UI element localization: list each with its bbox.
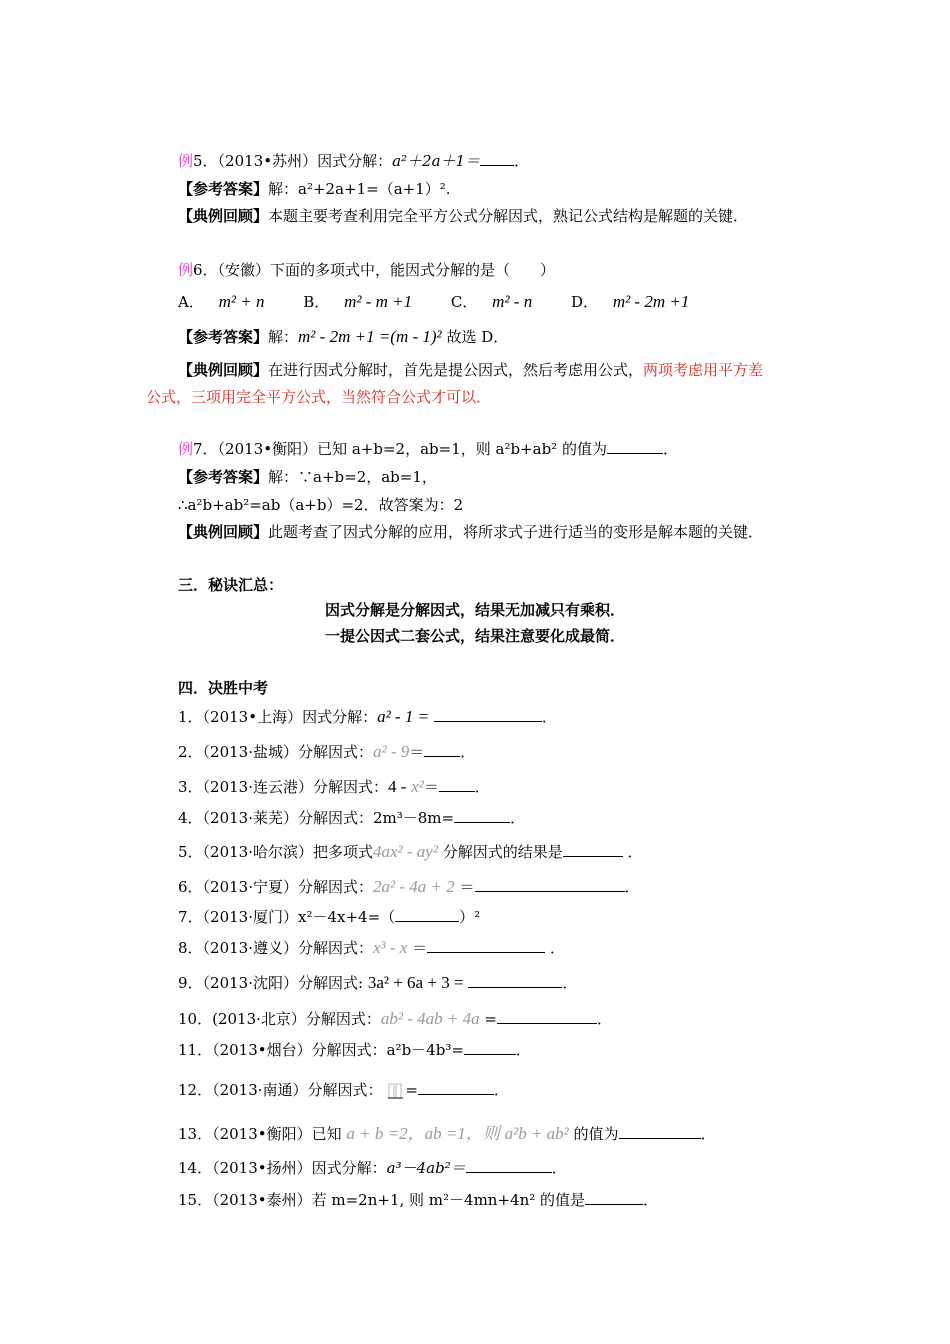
question-2: 2．（2013·盐城）分解因式：a² - 9＝ ． — [178, 742, 476, 761]
answer-blank — [466, 1158, 552, 1173]
question-1: 1．（2013•上海）因式分解：a² - 1 = ． — [178, 707, 557, 726]
answer-blank — [395, 907, 459, 922]
answer-blank — [427, 938, 545, 953]
question-10: 10．(2013·北京）分解因式：ab² - 4ab + 4a = ． — [178, 1009, 612, 1028]
answer-blank — [480, 151, 514, 166]
answer-blank — [497, 1009, 597, 1024]
answer-blank — [585, 1190, 643, 1205]
question-4: 4．（2013·莱芜）分解因式：2m³－8m= ． — [178, 809, 526, 827]
example-5-review: 【典例回顾】本题主要考查利用完全平方公式分解因式，熟记公式结构是解题的关键． — [178, 207, 749, 225]
answer-blank — [468, 973, 562, 988]
example-6-review-cont: 公式，三项用完全平方公式，当然符合公式才可以． — [146, 388, 492, 406]
question-8: 8．（2013·遵义）分解因式：x³ - x ＝ ． — [178, 938, 565, 957]
question-13: 13．（2013•衡阳）已知 a + b =2，ab =1，则 a²b + ab² 的值为 ． — [178, 1124, 716, 1143]
section-4-title: 四．决胜中考 — [178, 679, 269, 697]
question-6: 6．（2013·宁夏）分解因式：2a² - 4a + 2 ＝ ． — [178, 877, 640, 896]
answer-blank — [619, 1124, 701, 1139]
answer-blank — [563, 842, 623, 857]
answer-blank — [439, 777, 475, 792]
section-3-title: 三．秘诀汇总： — [178, 576, 284, 594]
answer-blank — [454, 808, 510, 823]
example-6-options: A． m² + n B． m² - m +1 C． m² - n D． m² - 2m +1 — [178, 292, 690, 311]
question-3: 3．（2013·连云港）分解因式：4 - x²＝ ． — [178, 777, 490, 796]
example-7-answer-cont: ∴a²b+ab²=ab（a+b）=2．故答案为：2 — [178, 496, 464, 514]
question-14: 14．（2013•扬州）因式分解：a³－4ab²＝ ． — [178, 1159, 567, 1177]
answer-blank — [464, 1040, 516, 1055]
answer-blank — [418, 1080, 494, 1095]
answer-blank — [424, 742, 460, 757]
answer-blank — [475, 877, 625, 892]
section-3-line-1: 因式分解是分解因式，结果无加减只有乘积． — [324, 601, 625, 619]
example-label: 例 — [178, 440, 194, 458]
answer-blank — [434, 707, 542, 722]
section-3-line-2: 一提公因式二套公式，结果注意要化成最简． — [324, 627, 625, 645]
example-6-answer: 【参考答案】解：m² - 2m +1 =(m - 1)² 故选 D． — [178, 327, 509, 346]
example-7-review: 【典例回顾】此题考查了因式分解的应用，将所求式子进行适当的变形是解本题的关键． — [178, 523, 764, 541]
example-6-question: 例6．（安徽）下面的多项式中，能因式分解的是（ ） — [178, 261, 556, 279]
example-6-review: 【典例回顾】在进行因式分解时，首先是提公因式，然后考虑用公式，两项考虑用平方差 — [178, 361, 764, 379]
question-15: 15．（2013•泰州）若 m=2n+1, 则 m²－4mn+4n² 的值是 ． — [178, 1191, 659, 1209]
question-9: 9．（2013·沈阳）分解因式: 3a² + 6a + 3 = ． — [178, 973, 578, 992]
question-11: 11．（2013•烟台）分解因式：a²b－4b³= ． — [178, 1041, 531, 1059]
example-label: 例 — [178, 152, 194, 170]
example-7-question: 例7．（2013•衡阳）已知 a+b=2，ab=1，则 a²b+ab² 的值为 ． — [178, 440, 678, 458]
answer-blank — [607, 439, 663, 454]
question-12: 12．（2013·南通）分解因式： = ． — [178, 1081, 509, 1099]
expression: a²＋2a＋1＝ — [392, 152, 481, 170]
question-5: 5．（2013·哈尔滨）把多项式4ax² - ay² 分解因式的结果是 ． — [178, 842, 643, 861]
question-text: 5．（2013•苏州）因式分解： — [193, 152, 393, 170]
example-5-question: 例5．（2013•苏州）因式分解：a²＋2a＋1＝ ． — [178, 152, 530, 170]
question-7: 7．（2013·厦门）x²－4x+4=（ ）² — [178, 908, 481, 926]
example-5-answer: 【参考答案】解：a²+2a+1=（a+1）². — [178, 180, 451, 198]
example-label: 例 — [178, 261, 194, 279]
example-7-answer: 【参考答案】解：∵a+b=2，ab=1， — [178, 468, 437, 486]
broken-formula-icon — [387, 1081, 405, 1101]
